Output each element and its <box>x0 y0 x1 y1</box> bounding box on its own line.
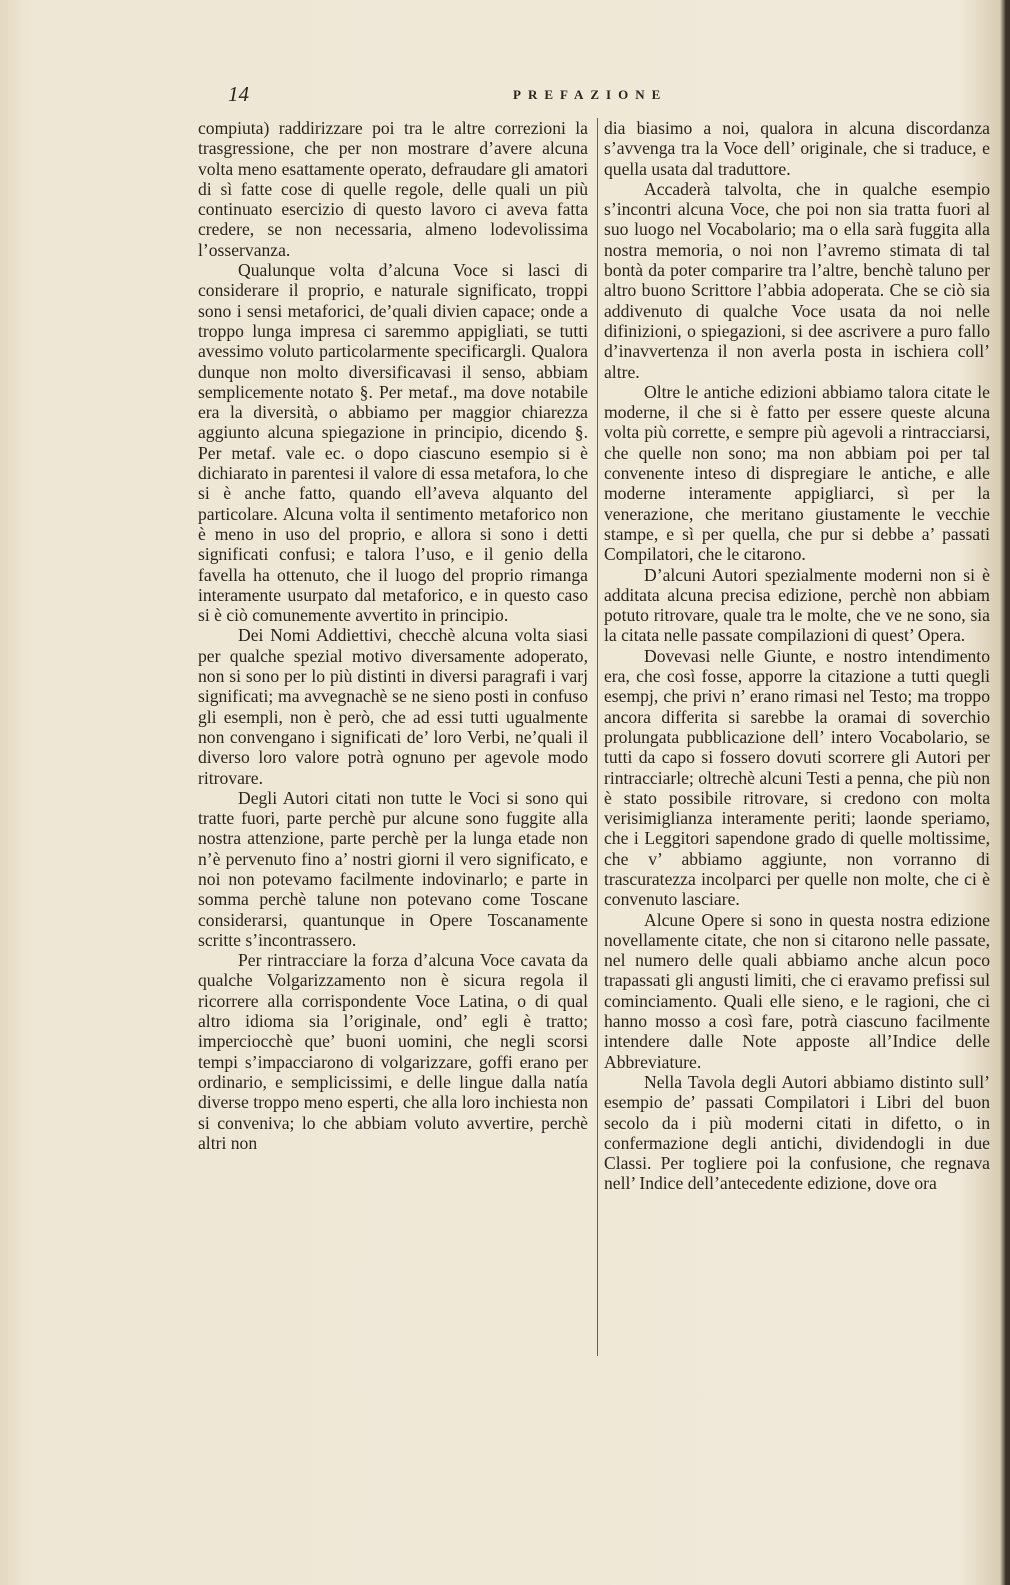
running-head: PREFAZIONE <box>513 87 668 102</box>
column-divider <box>597 118 598 1356</box>
paragraph: D’alcuni Autori spezialmente moderni non si è additata alcuna precisa edizione, perchè non abbiam potuto ritrovare, quale tra le molte, che ve ne sono, sia la citata nelle passate compilazioni di quest’ Opera. <box>604 564 990 646</box>
paragraph: dia biasimo a noi, qualora in alcuna discordanza s’avvenga tra la Voce dell’ originale, che si traduce, e quella usata dal traduttore. <box>604 118 990 179</box>
paragraph: Nella Tavola degli Autori abbiamo distinto sull’ esempio de’ passati Compilatori i Libri del buon secolo da i più moderni citati in difetto, o in confermazione degli antichi, dividendogli in due Classi. Per togliere poi la confusione, che regnava nell’ Indice dell’antecedente edizione, dove ora <box>604 1071 990 1194</box>
page-number: 14 <box>228 82 249 106</box>
paragraph: compiuta) raddirizzare poi tra le altre correzioni la trasgressione, che per non mostrare d’avere alcuna volta meno esattamente operato, defraudare gli amatori di sì fatte cose di quelle regole, delle quali un più continuato esercizio di questo lavoro ci aveva fatta credere, se non necessaria, almeno lodevolissima l’osservanza. <box>198 118 588 260</box>
paragraph: Dei Nomi Addiettivi, checchè alcuna volta siasi per qualche spezial motivo diversamente adoperato, non si sono per lo più distinti in diversi paragrafi i varj significati; ma avvegnachè se ne sieno posti in confuso gli esempli, non è però, che ad essi tutti ugualmente non convengano i significati de’ loro Verbi, ne’quali il diverso loro valore potrà ognuno per agevole modo ritrovare. <box>198 625 588 788</box>
paragraph: Alcune Opere si sono in questa nostra edizione novellamente citate, che non si citarono nelle passate, nel numero delle quali abbiamo anche alcun poco trapassati gli angusti limiti, che ci eravamo prefissi sul cominciamento. Quali elle sieno, e le ragioni, che ci hanno mosso a così fare, potrà ciascuno facilmente intendere dalle Note apposte all’Indice delle Abbreviature. <box>604 909 990 1072</box>
paragraph: Degli Autori citati non tutte le Voci si sono qui tratte fuori, parte perchè pur alcune sono fuggite alla nostra attenzione, parte perchè per la lunga etade non n’è pervenuto fino a’ nostri giorni il vero significato, e noi non potevamo facilmente indovinarlo; e parte in somma perchè talune non potevano come Toscane considerarsi, quantunque in Opere Toscanamente scritte s’incontrassero. <box>198 787 588 950</box>
page-header <box>198 82 984 112</box>
paragraph: Per rintracciare la forza d’alcuna Voce cavata da qualche Volgarizzamento non è sicura regola il ricorrere alla corrispondente Voce Latina, o di qual altro idioma sia l’originale, ond’ egli è tratto; imperciocchè que’ buoni uomini, che negli scorsi tempi s’impacciarono di volgarizzare, goffi erano per ordinario, e semplicissimi, e delle lingue dalla natía diverse troppo meno esperti, che alla loro inchiesta non si conveniva; lo che abbiam voluto avvertire, perchè altri non <box>198 950 588 1153</box>
paragraph: Dovevasi nelle Giunte, e nostro intendimento era, che così fosse, apporre la citazione a tutti quegli esempj, che privi n’ erano rimasi nel Testo; ma troppo ancora differita si sarebbe la oramai di soverchio prolungata pubblicazione dell’ intero Vocabolario, se tutti da capo si fossero dovuti scorrere gli Autori per rintracciarle; oltrechè alcuni Testi a penna, che più non è stato possibile ritrovare, si credono con molta verisimiglianza interamente periti; laonde speriamo, che i Leggitori sapendone grado di quelle moltissime, che v’ abbiamo aggiunte, non vorranno di trascuratezza incolparci per quelle non molte, che ci è convenuto lasciare. <box>604 645 990 910</box>
paragraph: Oltre le antiche edizioni abbiamo talora citate le moderne, il che si è fatto per essere queste alcuna volta più corrette, e sempre più agevoli a rintracciarsi, che quelle non sono; ma non abbiam poi per tal convenente inteso di dispregiare le antiche, e alle moderne interamente appigliarci, sì per la venerazione, che meritano giustamente le vecchie stampe, e sì per quella, che pur si debbe a’ passati Compilatori, che le citarono. <box>604 381 990 565</box>
paragraph: Accaderà talvolta, che in qualche esempio s’incontri alcuna Voce, che poi non sia tratta fuori al suo luogo nel Vocabolario; ma o ella sarà fuggita alla nostra memoria, o noi non l’avremo stimata di tal bontà da poter comparire tra l’altre, benchè taluno per altro buono Scrittore l’abbia adoperata. Che se ciò sia addivenuto di qualche Voce usata da noi nelle difinizioni, o spiegazioni, si dee ascrivere a puro fallo d’inavvertenza il non averla posta in ischiera coll’ altre. <box>604 178 990 382</box>
left-column <box>198 118 588 1153</box>
right-column <box>604 118 990 1194</box>
paragraph: Qualunque volta d’alcuna Voce si lasci di considerare il proprio, e naturale significato, troppi sono i sensi metaforici, de’quali divien capace; onde a troppo lunga impresa ci saremmo appigliati, se tutti avessimo voluto particolarmente specificargli. Qualora dunque non molto diversificavasi il senso, abbiam semplicemente notato §. Per metaf., ma dove notabile era la diversità, o abbiamo per maggior chiarezza aggiunto alcuna spiegazione in principio, dicendo §. Per metaf. vale ec. o dopo ciascuno esempio si è dichiarato in parentesi il valore di essa metafora, lo che si è anche fatto, quando ell’aveva alquanto del particolare. Alcuna volta il sentimento metaforico non è meno in uso del proprio, e allora si sono i detti significati confusi; e talora l’uso, e il genio della favella ha ottenuto, che il luogo del proprio rimanga interamente usurpato dal metaforico, e in questo caso si è ciò comunemente avvertito in principio. <box>198 260 588 626</box>
